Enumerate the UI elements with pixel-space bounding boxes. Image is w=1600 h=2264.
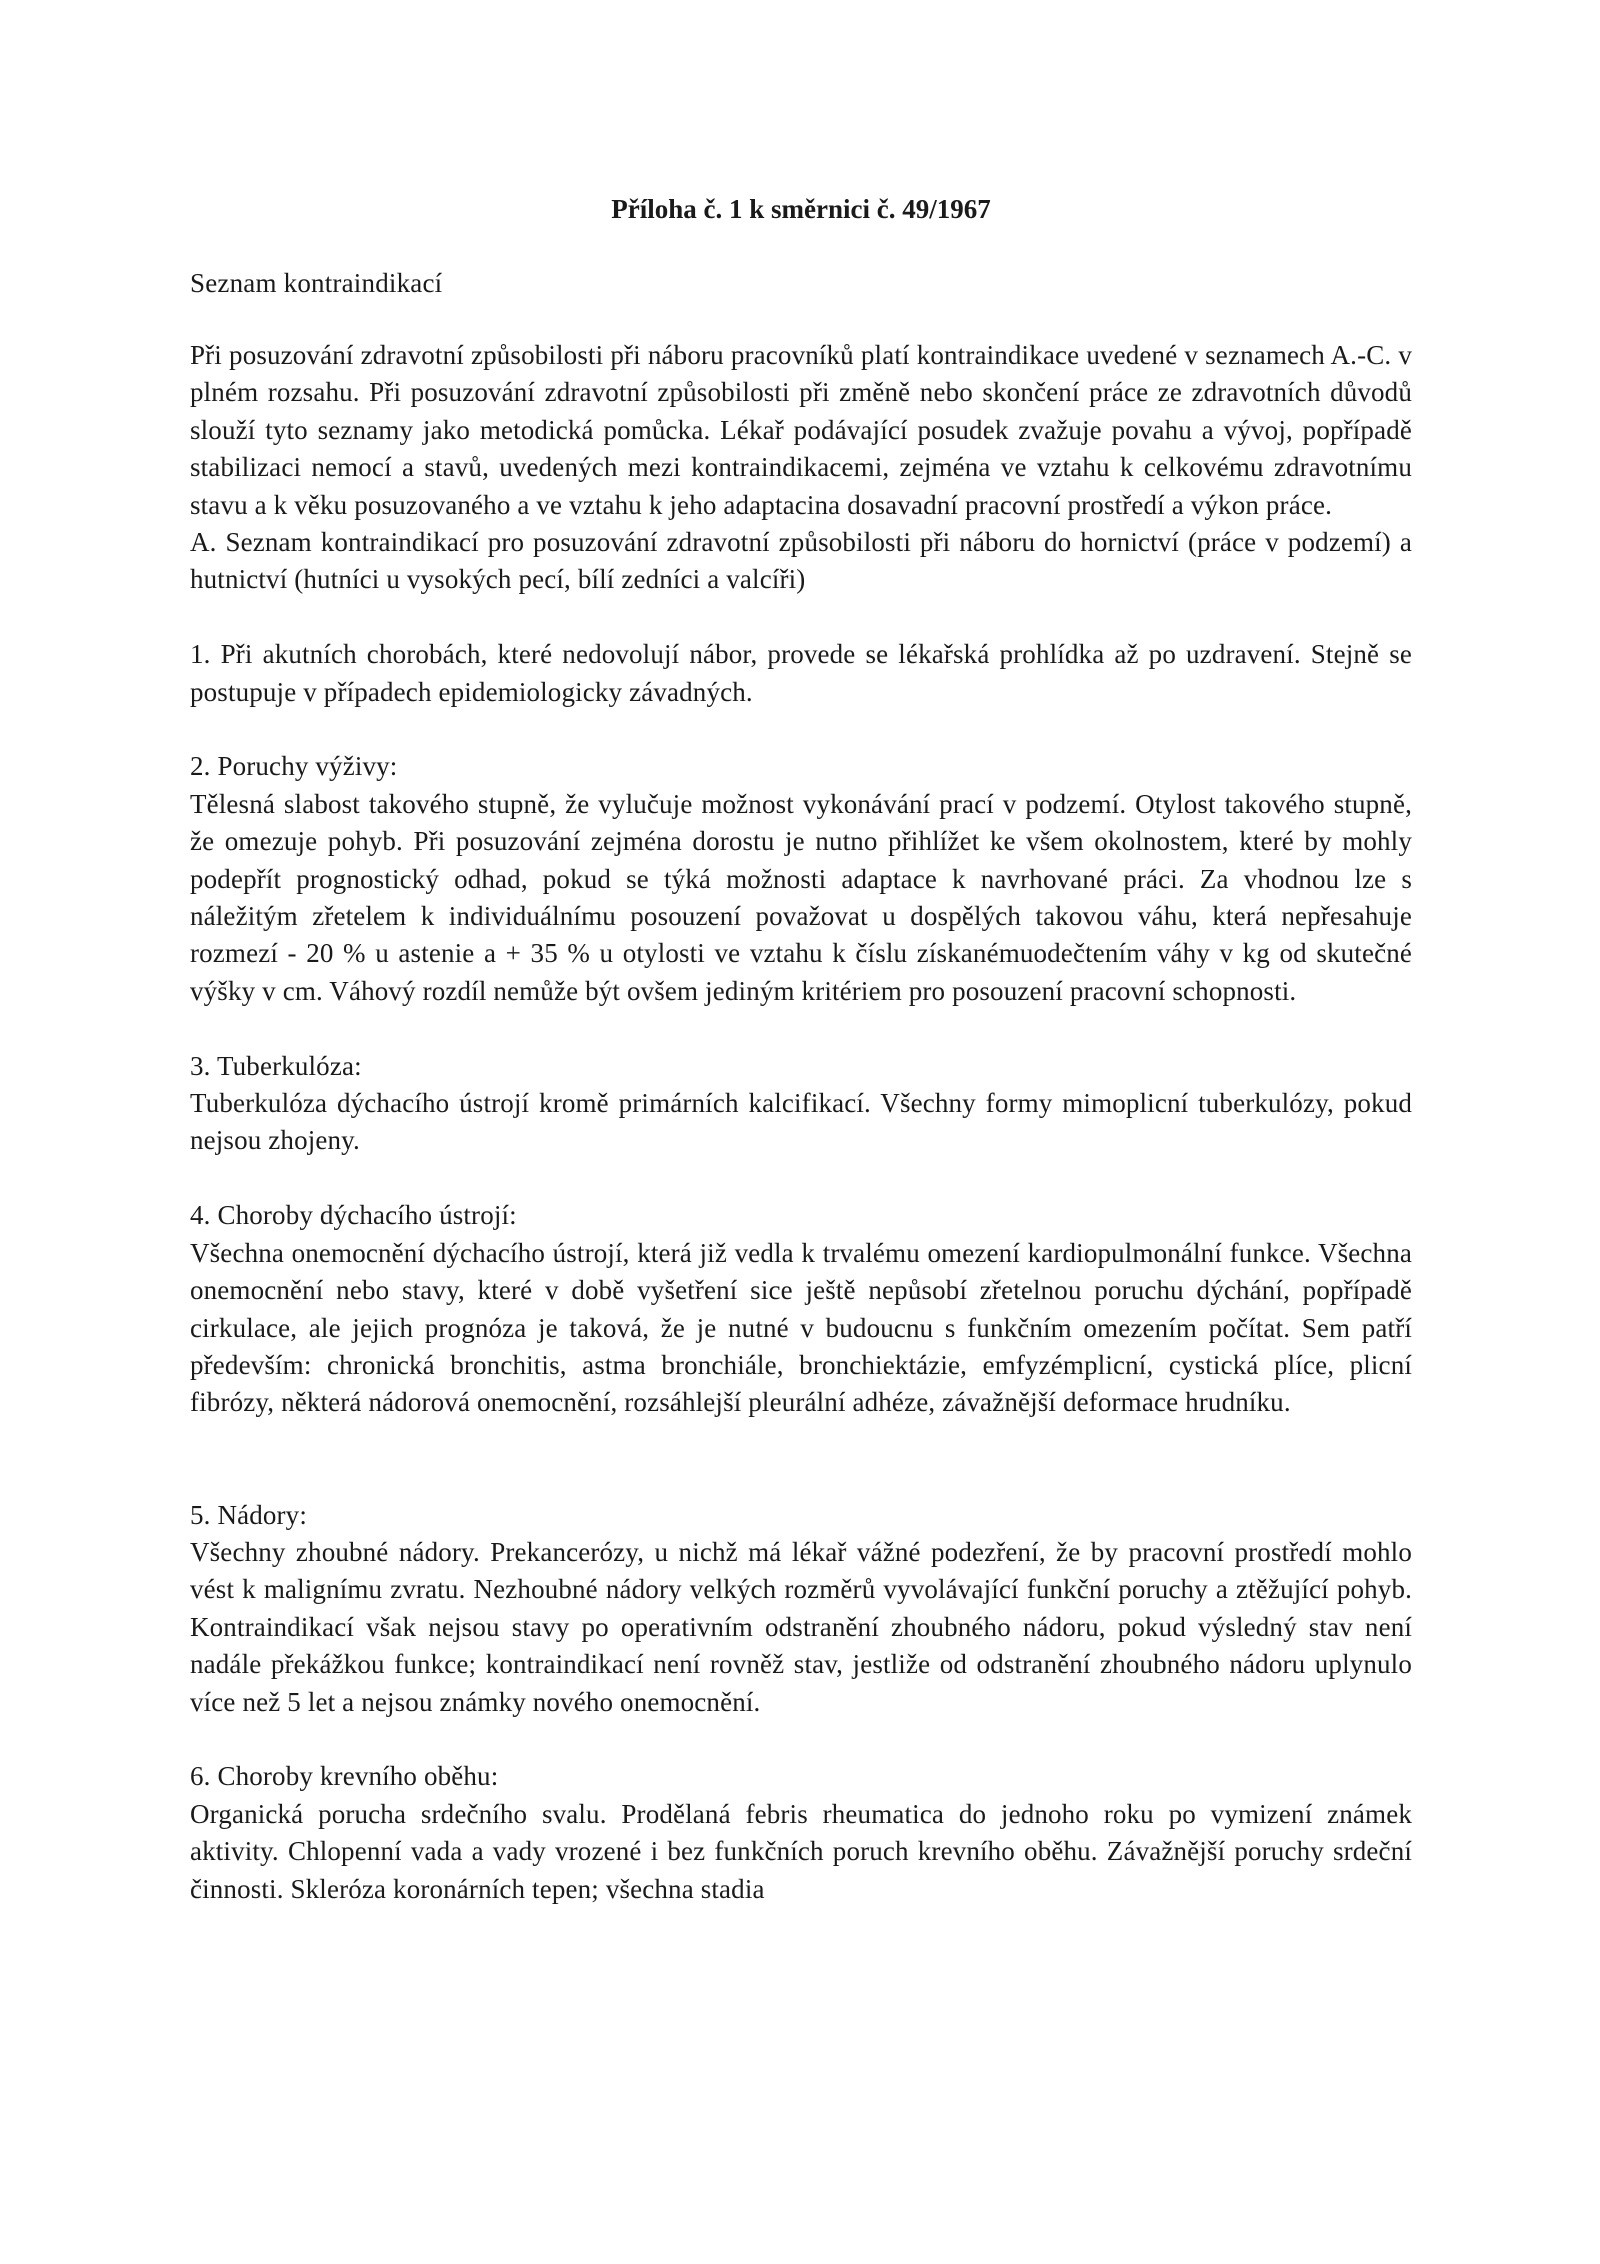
item-5-paragraph: Všechny zhoubné nádory. Prekancerózy, u nichž má lékař vážné podezření, že by pracovní prostředí mohlo vést k malignímu zvratu. Nezhoubné nádory velkých rozměrů vyvolávající funkční poruchy a ztěžující pohyb. Kontraindikací však nejsou stavy po operativním odstranění zhoubného nádoru, pokud výsledný stav není nadále překážkou funkce; kontraindikací není rovněž stav, jestliže od odstranění zhoubného nádoru uplynulo více než 5 let a nejsou známky nového onemocnění. (190, 1536, 1412, 1717)
document-title: Příloha č. 1 k směrnici č. 49/1967 (611, 194, 991, 224)
item-6-paragraph: Organická porucha srdečního svalu. Prodělaná febris rheumatica do jednoho roku po vymizení známek aktivity. Chlopenní vada a vady vrozené i bez funkčních poruch krevního oběhu. Závažnější poruchy srdeční činnosti. Skleróza koronárních tepen; všechna stadia (190, 1798, 1412, 1904)
item-4-paragraph: Všechna onemocnění dýchacího ústrojí, která již vedla k trvalému omezení kardiopulmonální funkce. Všechna onemocnění nebo stavy, které v době vyšetření sice ještě nepůsobí zřetelnou poruchu dýchání, popřípadě cirkulace, ale jejich prognóza je taková, že je nutné v budoucnu s funkčním omezením počítat. Sem patří především: chronická bronchitis, astma bronchiále, bronchiektázie, emfyzémplicní, cystická plíce, plicní fibrózy, některá nádorová onemocnění, rozsáhlejší pleurální adhéze, závažnější deformace hrudníku. (190, 1237, 1412, 1418)
document-page (190, 0, 1412, 2264)
item-6-heading: 6. Choroby krevního oběhu: (190, 1761, 499, 1792)
item-5-heading: 5. Nádory: (190, 1499, 307, 1530)
section-a-heading: A. Seznam kontraindikací pro posuzování zdravotní způsobilosti při náboru do hornictví (práce v podzemí) a hutnictví (hutníci u vysokých pecí, bílí zedníci a valcíři) (190, 527, 1412, 595)
item-3-heading: 3. Tuberkulóza: (190, 1050, 362, 1081)
item-3-paragraph: Tuberkulóza dýchacího ústrojí kromě primárních kalcifikací. Všechny formy mimoplicní tuberkulózy, pokud nejsou zhojeny. (190, 1088, 1412, 1156)
intro-paragraph: Při posuzování zdravotní způsobilosti při náboru pracovníků platí kontraindikace uvedené v seznamech A.-C. v plném rozsahu. Při posuzování zdravotní způsobilosti při změně nebo skončení práce ze zdravotních důvodů slouží tyto seznamy jako metodická pomůcka. Lékař podávající posudek zvažuje povahu a vývoj, popřípadě stabilizaci nemocí a stavů, uvedených mezi kontraindikacemi, zejména ve vztahu k celkovému zdravotnímu stavu a k věku posuzovaného a ve vztahu k jeho adaptacina dosavadní pracovní prostředí a výkon práce. (190, 340, 1412, 520)
item-2-paragraph: Tělesná slabost takového stupně, že vylučuje možnost vykonávání prací v podzemí. Otylost takového stupně, že omezuje pohyb. Při posuzování zejména dorostu je nutno přihlížet ke všem okolnostem, které by mohly podepřít prognostický odhad, pokud se týká možnosti adaptace k navrhované práci. Za vhodnou lze s náležitým zřetelem k individuálnímu posouzení považovat u dospělých takovou váhu, která nepřesahuje rozmezí - 20 % u astenie a + 35 % u otylosti ve vztahu k číslu získanémuodečtením váhy v kg od skutečné výšky v cm. Váhový rozdíl nemůže být ovšem jediným kritériem pro posouzení pracovní schopnosti. (190, 788, 1412, 1006)
item-4-heading: 4. Choroby dýchacího ústrojí: (190, 1200, 517, 1231)
item-1-paragraph: 1. Při akutních chorobách, které nedovolují nábor, provede se lékařská prohlídka až po uzdravení. Stejně se postupuje v případech epidemiologicky závadných. (190, 639, 1412, 707)
document-subtitle: Seznam kontraindikací (190, 268, 443, 298)
document-body (190, 337, 1412, 1908)
item-2-heading: 2. Poruchy výživy: (190, 751, 398, 782)
